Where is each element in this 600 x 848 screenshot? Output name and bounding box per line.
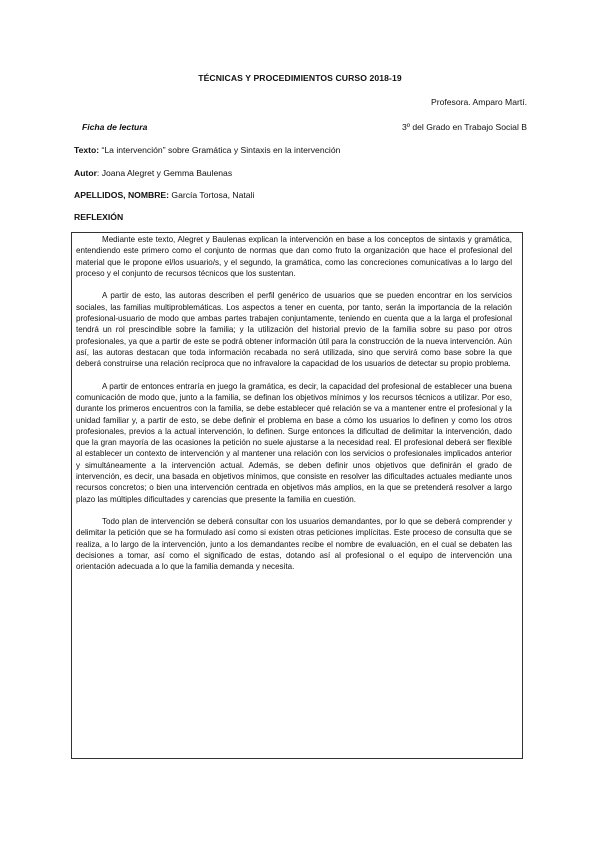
autor-line <box>74 168 232 178</box>
professor-name: Profesora. Amparo Martí. <box>431 97 527 107</box>
texto-value: “La intervención” sobre Gramática y Sintaxis en la intervención <box>99 145 341 155</box>
apellidos-value: García Tortosa, Natali <box>169 190 255 200</box>
reflection-paragraph: A partir de esto, las autoras describen el perfil genérico de usuarios que se pueden encontrar en los servicios sociales, las familias multiproblemáticas. Los aspectos a tener en cuenta, por tanto, serán la importancia de la relación profesional-usuario de modo que ambas partes trabajen conjuntamente, teniendo en cuenta que a la larga el profesional tendrá un rol prescindible sobre la familia; y la utilización del historial previo de la familia sobre su paso por otros profesionales, ya que a partir de este se podrá obtener información útil para la construcción de la nueva intervención. Aún así, las autoras destacan que toda información recabada no será utilizada, sino que servirá como base sobre la que deberá construirse una relación recíproca que no infravalore la capacidad de los usuarios de detectar su propio problema. <box>76 291 512 369</box>
apellidos-line <box>74 190 254 200</box>
autor-value: : Joana Alegret y Gemma Baulenas <box>96 168 233 178</box>
reflection-paragraph: Todo plan de intervención se deberá consultar con los usuarios demandantes, por lo que se deberá comprender y delimitar la petición que se ha formulado así como si existen otras peticiones implícitas. Este proceso de consulta que se realiza, a lo largo de la intervención, junto a los demandantes recibe el nombre de evaluación, en el cual se debaten las decisiones a tomar, así como el significado de estas, dotando así al profesional o el equipo de intervención una orientación adecuada a lo que la familia demanda y necesita. <box>76 517 512 572</box>
ficha-label: Ficha de lectura <box>82 122 148 132</box>
reflexion-label: REFLEXIÓN <box>74 212 124 222</box>
reflection-text <box>76 234 512 584</box>
document-title: TÉCNICAS Y PROCEDIMIENTOS CURSO 2018-19 <box>198 73 402 83</box>
reflection-paragraph: Mediante este texto, Alegret y Baulenas explican la intervención en base a los conceptos de sintaxis y gramática, entendiendo este primero como el conjunto de normas que dan como fruto la organización que hace el profesional del material que le propone el/los usuario/s, y el segundo, la gramática, como las concreciones comunicativas a lo largo del proceso y el conjunto de recursos técnicos que los sustentan. <box>76 235 512 278</box>
reflection-paragraph: A partir de entonces entraría en juego la gramática, es decir, la capacidad del profesional de establecer una buena comunicación de modo que, junto a la familia, se definan los objetivos mínimos y los recursos técnicos a utilizar. Por eso, durante los primeros encuentros con la familia, se debe establecer qué relación se va a mantener entre el profesional y la unidad familiar y, a partir de esto, se debe definir el problema en base a cómo los usuarios lo definen y como los otros profesionales, previos a la actual intervención, lo definen. Surge entonces la dificultad de delimitar la intervención, dado que la gran mayoría de las ocasiones la petición no suele ajustarse a la necesidad real. El profesional deberá ser flexible al establecer un contexto de intervención y al mantener una relación con los servicios o profesionales implicados anterior y simultáneamente a la intervención actual. Además, se deben definir unos objetivos que definirán el grado de intervención, es decir, una basada en objetivos mínimos, que consiste en resolver las dificultades actuales mediante unos recursos concretos; o bien una intervención centrada en objetivos más amplios, en la que se pretenderá resolver a largo plazo las múltiples dificultades y carencias que presente la familia en cuestión. <box>76 381 512 504</box>
reflexion-heading <box>74 212 123 222</box>
texto-label: Texto: <box>74 145 100 155</box>
course-label: 3º del Grado en Trabajo Social B <box>402 122 527 132</box>
texto-line <box>74 145 340 155</box>
autor-label: Autor <box>74 168 97 178</box>
apellidos-label: APELLIDOS, NOMBRE: <box>74 190 170 200</box>
